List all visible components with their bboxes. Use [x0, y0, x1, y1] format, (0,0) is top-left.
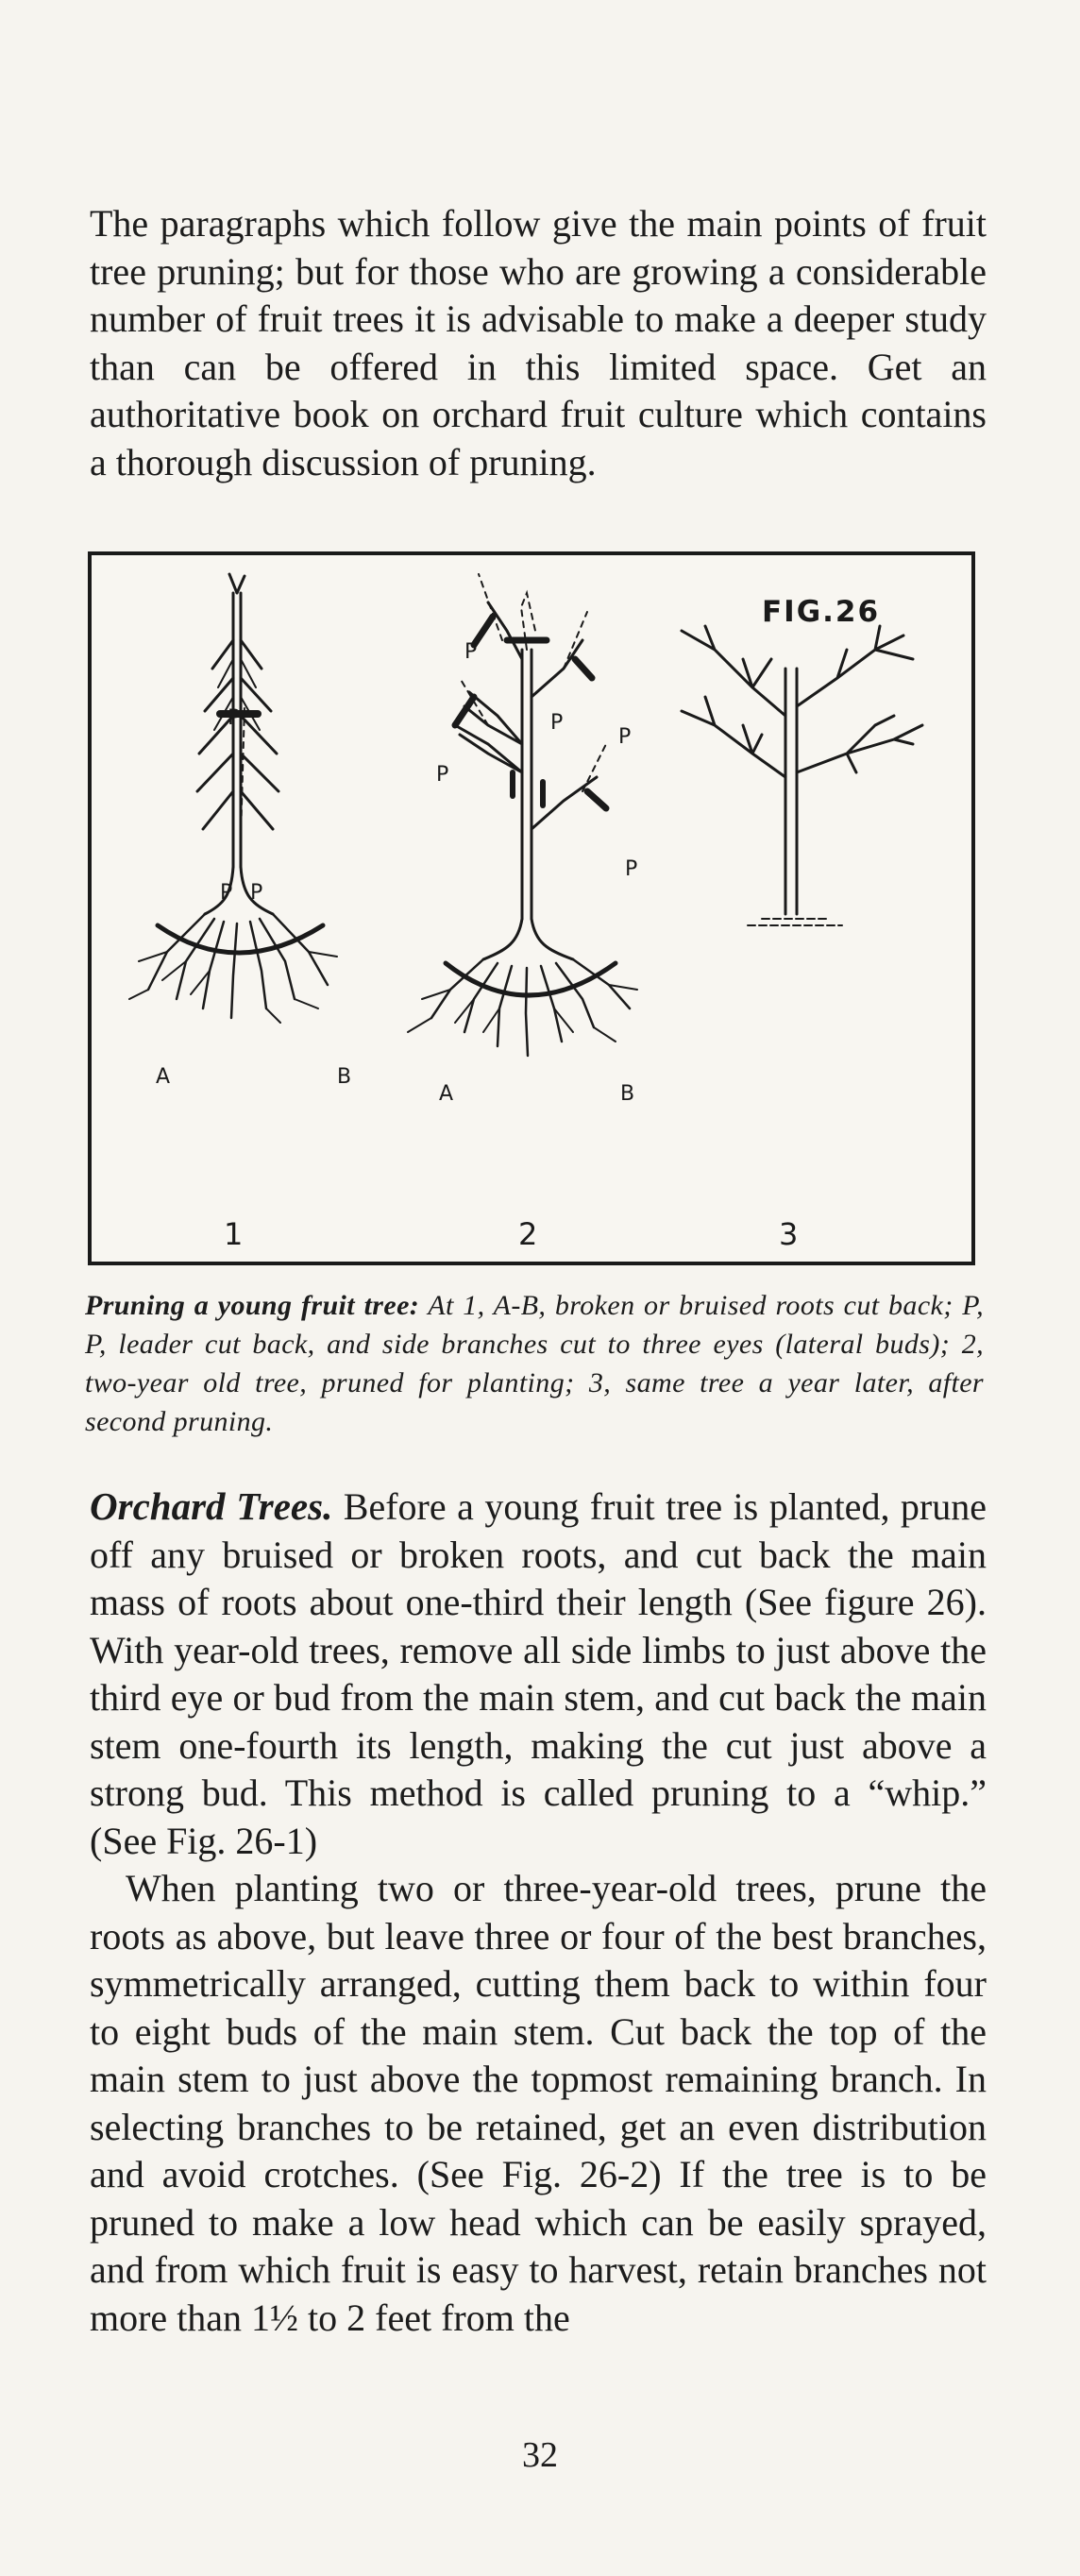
caption-text: At 1, A-B, broken or bruised roots cut back; P, P, leader cut back, and side branches cut to three eyes (lateral buds); 2, two-year old tree, pruned for planting; 3, same tree a year later, after second pruning. — [85, 1290, 984, 1437]
panel-number-3: 3 — [779, 1216, 799, 1252]
intro-paragraph: The paragraphs which follow give the main points of fruit tree pruning; but for those who are growing a considerable number of fruit trees it is advisable to make a deeper study than can be offered in this limited space. Get an authoritative book on orchard fruit culture which contains a thorough discussion of pruning. — [90, 202, 987, 483]
tree-3-drawing — [682, 626, 922, 925]
label-p: P — [436, 763, 449, 787]
section-heading: Orchard Trees. — [90, 1484, 333, 1528]
orchard-trees-paragraph — [90, 1483, 987, 1865]
caption-lead: Pruning a young fruit tree: — [85, 1290, 420, 1321]
tree-1-drawing — [129, 574, 337, 1023]
planting-paragraph: When planting two or three-year-old trees, prune the roots as above, but leave three or four of the best branches, symmetrically arranged, cutting them back to within four to eight buds of the main stem. Cut back the top of the main stem to just above the topmost remaining branch. In selecting branches to be retained, get an even distribution and avoid crotches. (See Fig. 26-2) If the tree is to be pruned to make a low head which can be easily sprayed, and from which fruit is easy to harvest, retain branches not more than 1½ to 2 feet from the — [90, 1867, 987, 2339]
label-p: P — [228, 706, 241, 730]
figure-title: FIG.26 — [762, 595, 881, 629]
label-a: A — [156, 1065, 171, 1089]
figure-26 — [88, 551, 975, 1265]
label-a: A — [439, 1082, 454, 1106]
label-p: P — [220, 881, 233, 905]
label-p: P — [464, 640, 478, 664]
panel-number-2: 2 — [518, 1216, 538, 1252]
label-p: P — [625, 857, 638, 881]
label-b: B — [337, 1065, 352, 1089]
tree-illustrations — [92, 555, 971, 1262]
figure-caption — [85, 1286, 984, 1441]
label-p: P — [250, 881, 263, 905]
orchard-text: Before a young fruit tree is planted, prune off any bruised or broken roots, and cut back the main mass of roots about one-third their length (See figure 26). With year-old trees, remove all side limbs to just above the third eye or bud from the main stem, and cut back the main stem one-fourth its length, making the cut just above a strong bud. This method is called pruning to a “whip.” (See Fig. 26-1) — [90, 1485, 987, 1862]
panel-number-1: 1 — [224, 1216, 244, 1252]
label-p: P — [550, 711, 564, 735]
page-number: 32 — [522, 2435, 558, 2475]
label-b: B — [620, 1082, 635, 1106]
tree-2-drawing — [408, 574, 637, 1056]
label-p: P — [618, 725, 632, 749]
